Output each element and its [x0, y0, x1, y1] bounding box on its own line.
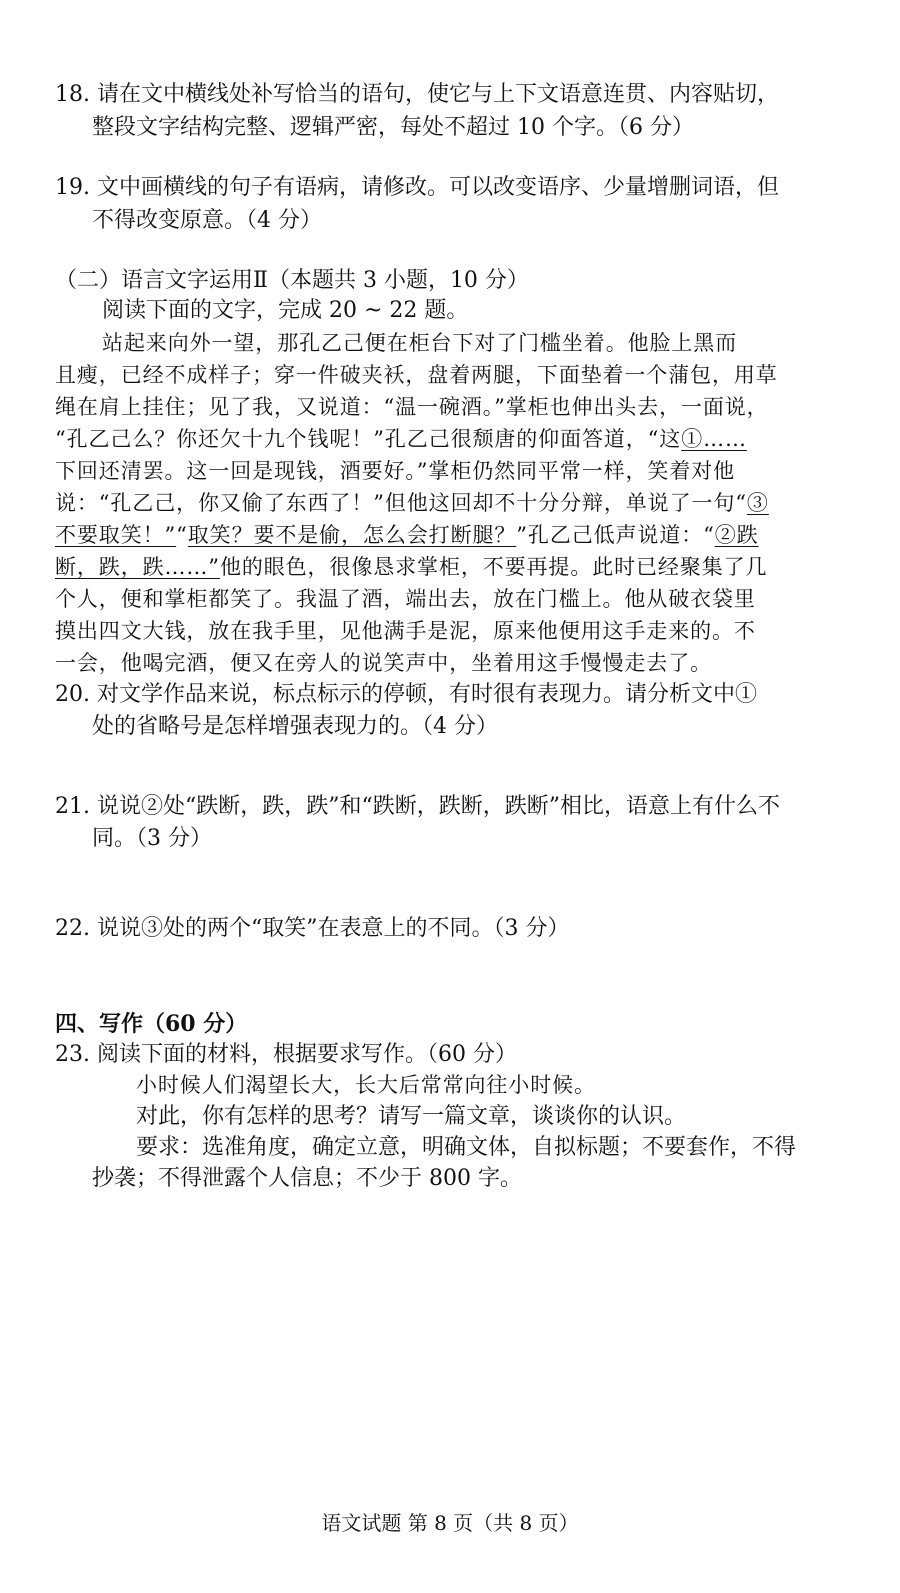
passage-line-3: 绳在肩上挂住；见了我，又说道：“温一碗酒。”掌柜也伸出头去，一面说， — [55, 395, 769, 419]
passage-text: “ — [176, 523, 188, 547]
passage-line-6 — [55, 491, 769, 516]
underlined-phrase: 取笑？要不是偷，怎么会打断腿？ — [187, 523, 517, 547]
q23-material-1: 小时候人们渴望长大，长大后常常向往小时候。 — [136, 1073, 596, 1097]
q19-line-1: 19. 文中画横线的句子有语病，请修改。可以改变语序、少量增删词语，但 — [55, 175, 779, 200]
q20-line-2: 处的省略号是怎样增强表现力的。（4 分） — [92, 714, 498, 739]
passage-line-10: 摸出四文大钱，放在我手里，见他满手是泥，原来他便用这手走来的。不 — [55, 619, 756, 643]
q18-line-1: 18. 请在文中横线处补写恰当的语句，使它与上下文语意连贯、内容贴切， — [55, 82, 779, 107]
underlined-phrase: 不要取笑！” — [55, 523, 177, 547]
q21-line-2: 同。（3 分） — [92, 826, 212, 851]
q20-line-1: 20. 对文学作品来说，标点标示的停顿，有时很有表现力。请分析文中① — [55, 682, 757, 707]
section-2-intro: 阅读下面的文字，完成 20 ~ 22 题。 — [102, 298, 469, 323]
passage-line-1: 站起来向外一望，那孔乙己便在柜台下对了门槛坐着。他脸上黑而 — [102, 331, 738, 355]
q23-requirement-1: 要求：选准角度，确定立意，明确文体，自拟标题；不要套作，不得 — [136, 1135, 797, 1160]
q23-requirement-2: 抄袭；不得泄露个人信息；不少于 800 字。 — [92, 1166, 522, 1191]
section-2-title: （二）语言文字运用Ⅱ（本题共 3 小题，10 分） — [55, 268, 529, 293]
passage-text: 他的眼色，很像恳求掌柜，不要再提。此时已经聚集了几 — [219, 555, 768, 579]
passage-line-4 — [55, 427, 747, 452]
q22-line-1: 22. 说说③处的两个“取笑”在表意上的不同。（3 分） — [55, 916, 570, 941]
q23-material-2: 对此，你有怎样的思考？请写一篇文章，谈谈你的认识。 — [136, 1104, 687, 1129]
passage-line-7 — [55, 523, 759, 548]
underlined-marker-3: ③ — [746, 491, 769, 515]
passage-text: 说：“孔乙己，你又偷了东西了！”但他这回却不十分分辩，单说了一句“ — [55, 491, 747, 515]
q19-line-2: 不得改变原意。（4 分） — [92, 208, 322, 233]
q23-line-1: 23. 阅读下面的材料，根据要求写作。（60 分） — [55, 1042, 517, 1067]
section-4-title: 四、写作（60 分） — [55, 1011, 248, 1037]
passage-text: ”孔乙己低声说道：“ — [516, 523, 715, 547]
passage-line-11: 一会，他喝完酒，便又在旁人的说笑声中，坐着用这手慢慢走去了。 — [55, 651, 712, 675]
passage-line-2: 且瘦，已经不成样子；穿一件破夹袄，盘着两腿，下面垫着一个蒲包，用草 — [55, 363, 778, 387]
passage-line-8 — [55, 555, 767, 580]
underlined-phrase: 断，跌，跌……” — [55, 555, 220, 579]
q18-line-2: 整段文字结构完整、逻辑严密，每处不超过 10 个字。（6 分） — [92, 115, 694, 140]
underlined-marker-2: ②跌 — [714, 523, 759, 547]
passage-text: “孔乙己么？你还欠十九个钱呢！”孔乙己很颓唐的仰面答道，“这 — [55, 427, 682, 451]
q21-line-1: 21. 说说②处“跌断，跌，跌”和“跌断，跌断，跌断”相比，语意上有什么不 — [55, 794, 780, 819]
underlined-marker-1: ①…… — [681, 427, 747, 451]
page-footer: 语文试题 第 8 页（共 8 页） — [321, 1511, 579, 1535]
passage-line-5: 下回还清罢。这一回是现钱，酒要好。”掌柜仍然同平常一样，笑着对他 — [55, 459, 736, 483]
passage-line-9: 个人，便和掌柜都笑了。我温了酒，端出去，放在门槛上。他从破衣袋里 — [55, 587, 756, 611]
